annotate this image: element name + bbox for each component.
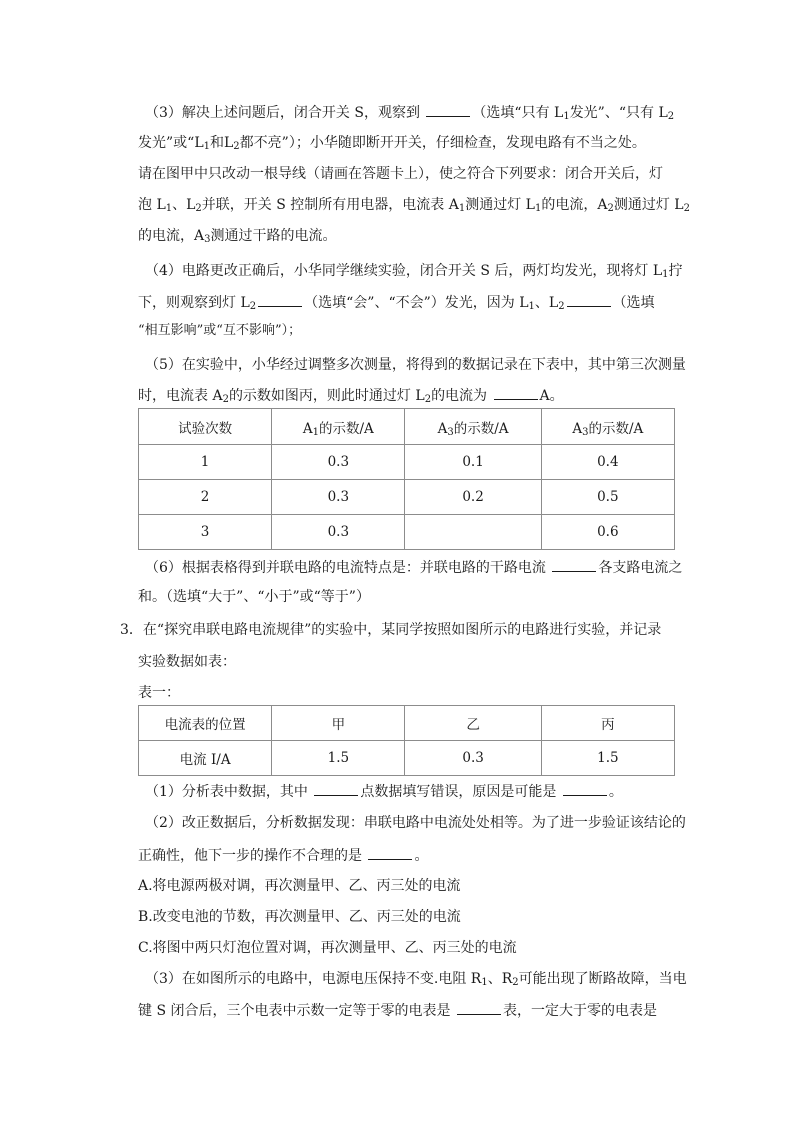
part6-line1: （6）根据表格得到并联电路的电流特点是：并联电路的干路电流 各支路电流之 bbox=[145, 557, 682, 578]
table-header: $A_3$的示数/A bbox=[405, 409, 541, 445]
table-header: 甲 bbox=[272, 706, 405, 741]
table-cell: 3 bbox=[139, 515, 272, 550]
table-header: $A_3$的示数/A bbox=[541, 409, 674, 445]
table-cell: 0.3 bbox=[272, 515, 405, 550]
option-b[interactable]: B.改变电池的节数，再次测量甲、乙、丙三处的电流 bbox=[138, 909, 461, 925]
answer-blank[interactable] bbox=[426, 102, 470, 117]
part5-line2: 时，电流表 $A_2$的示数如图丙，则此时通过灯 $L_2$的电流为 A。 bbox=[138, 385, 564, 406]
option-c[interactable]: C.将图中两只灯泡位置对调，再次测量甲、乙、丙三处的电流 bbox=[138, 940, 517, 956]
part3-line4: 泡 $L_1$、$L_2$并联，开关 S 控制所有用电器，电流表 $A_1$测通过灯 $L_1$的电流，$A_2$测通过灯 $L_2$ bbox=[138, 197, 690, 214]
table-label: 表一： bbox=[138, 685, 180, 701]
table-cell: 0.3 bbox=[405, 741, 541, 776]
table-header: $A_1$的示数/A bbox=[272, 409, 405, 445]
table-cell: 0.5 bbox=[541, 480, 674, 515]
data-table-2 bbox=[138, 705, 675, 776]
q3-part3-line1: （3）在如图所示的电路中，电源电压保持不变.电阻 $R_1$、$R_2$可能出现了断路故障，当电 bbox=[145, 971, 687, 988]
part3-line1: （3）解决上述问题后，闭合开关 S，观察到 （选填“只有 $L_1$发光”、“只有 $L_2$ bbox=[145, 102, 674, 123]
part4-line2: 下，则观察到灯 $L_2$ （选填“会”、“不会”）发光，因为 $L_1$、$L_2$ （选填 bbox=[138, 292, 655, 313]
part3-line2: 发光”或“$L_1$和$L_2$都不亮”）；小华随即断开开关，仔细检查，发现电路有不当之处。 bbox=[138, 135, 646, 152]
table-row bbox=[139, 480, 675, 515]
part5-line1: （5）在实验中，小华经过调整多次测量，将得到的数据记录在下表中，其中第三次测量 bbox=[145, 357, 686, 373]
table-cell: 电流 I/A bbox=[139, 741, 272, 776]
answer-blank[interactable] bbox=[567, 292, 611, 307]
table-cell: 2 bbox=[139, 480, 272, 515]
table-row bbox=[139, 515, 675, 550]
table-cell: 1.5 bbox=[541, 741, 674, 776]
table-cell: 0.3 bbox=[272, 445, 405, 480]
table-header: 电流表的位置 bbox=[139, 706, 272, 741]
answer-blank[interactable] bbox=[552, 557, 596, 572]
q3-part3-line2: 键 S 闭合后，三个电表中示数一定等于零的电表是 表，一定大于零的电表是 bbox=[138, 1000, 657, 1021]
answer-blank[interactable] bbox=[258, 292, 302, 307]
table-cell: 0.2 bbox=[405, 480, 541, 515]
answer-blank[interactable] bbox=[368, 845, 412, 860]
question-3-line1: 3．在“探究串联电路电流规律”的实验中，某同学按照如图所示的电路进行实验，并记录 bbox=[120, 622, 662, 638]
table-cell: 0.3 bbox=[272, 480, 405, 515]
table-header-row bbox=[139, 409, 675, 445]
table-cell: 1 bbox=[139, 445, 272, 480]
table-row bbox=[139, 445, 675, 480]
table-header: 丙 bbox=[541, 706, 674, 741]
answer-blank[interactable] bbox=[314, 781, 358, 796]
data-table-1 bbox=[138, 408, 675, 550]
part3-line5: 的电流，$A_3$测通过干路的电流。 bbox=[138, 228, 337, 245]
part4-line3: “相互影响”或“互不影响”）； bbox=[138, 323, 302, 338]
q3-part2-line2: 正确性，他下一步的操作不合理的是 。 bbox=[138, 845, 428, 866]
table-cell[interactable] bbox=[405, 515, 541, 550]
table-header: 试验次数 bbox=[139, 409, 272, 445]
option-a[interactable]: A.将电源两极对调，再次测量甲、乙、丙三处的电流 bbox=[138, 878, 461, 894]
part4-line1: （4）电路更改正确后，小华同学继续实验，闭合开关 S 后，两灯均发光，现将灯 $L_1$拧 bbox=[145, 263, 683, 280]
table-row bbox=[139, 741, 675, 776]
table-header: 乙 bbox=[405, 706, 541, 741]
table-cell: 0.1 bbox=[405, 445, 541, 480]
table-header-row bbox=[139, 706, 675, 741]
answer-blank[interactable] bbox=[563, 781, 607, 796]
table-cell: 1.5 bbox=[272, 741, 405, 776]
table-cell: 0.6 bbox=[541, 515, 674, 550]
part3-line3: 请在图甲中只改动一根导线（请画在答题卡上），使之符合下列要求：闭合开关后，灯 bbox=[138, 166, 663, 182]
answer-blank[interactable] bbox=[494, 385, 538, 400]
q3-part1: （1）分析表中数据，其中 点数据填写错误，原因是可能是 。 bbox=[145, 781, 623, 802]
answer-blank[interactable] bbox=[457, 1000, 501, 1015]
question-3-line2: 实验数据如表： bbox=[138, 654, 236, 670]
table-cell: 0.4 bbox=[541, 445, 674, 480]
q3-part2-line1: （2）改正数据后，分析数据发现：串联电路中电流处处相等。为了进一步验证该结论的 bbox=[145, 815, 686, 831]
part6-line2: 和。（选填“大于”、“小于”或“等于”） bbox=[138, 589, 370, 605]
